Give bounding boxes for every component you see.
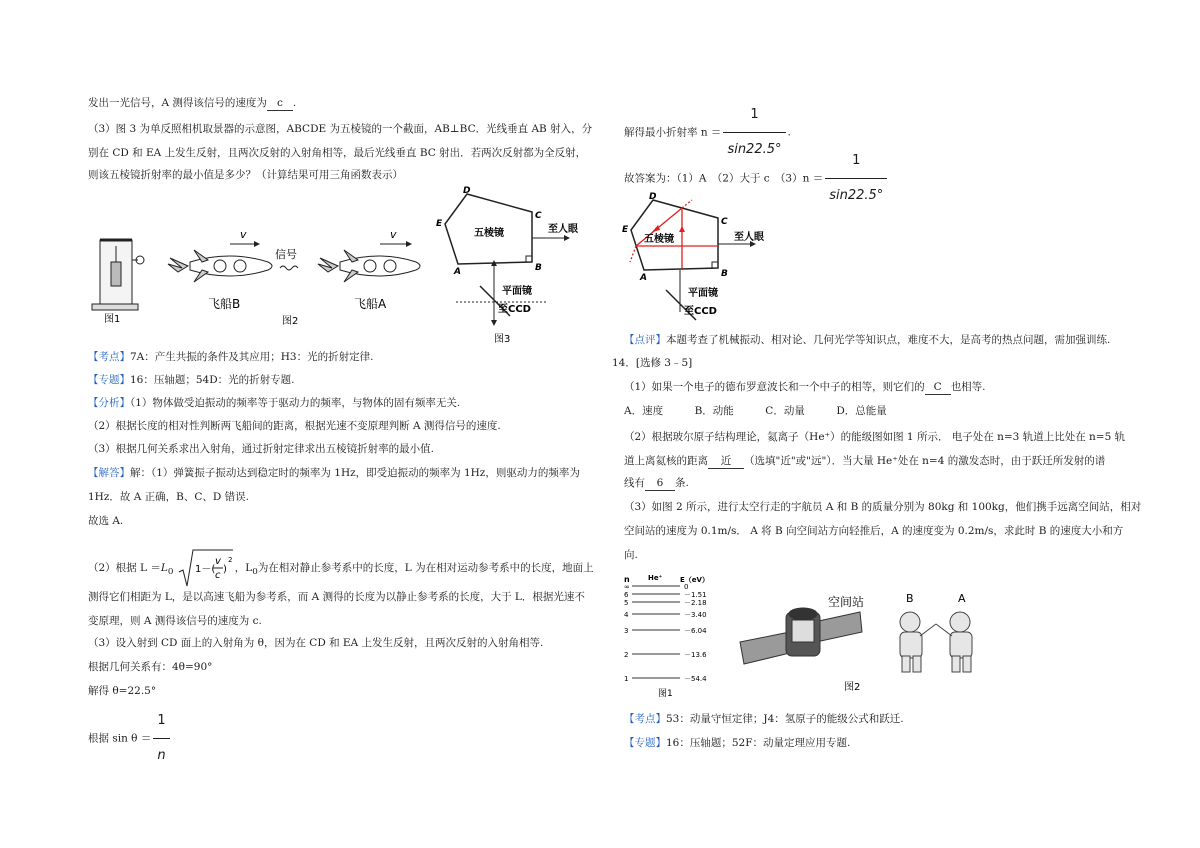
svg-text:A: A	[640, 273, 647, 283]
text-line: 测得它们相距为 L，是以高速飞船为参考系，而 A 测得的长度为以静止参考系的长度，大于 L．根据光速不	[88, 591, 585, 603]
section-tag: 【分析】	[88, 397, 130, 409]
sqrt-formula	[177, 548, 235, 588]
fenxi-line: 【分析】（1）物体做受迫振动的频率等于驱动力的频率，与物体的固有频率无关.	[88, 397, 461, 409]
fig3-caption: 图3	[494, 334, 511, 345]
svg-text:A: A	[454, 267, 461, 277]
fraction: $\frac{1}{n}$	[153, 704, 169, 773]
svg-text:E（eV）: E（eV）	[680, 576, 709, 584]
energy-level-diagram	[622, 572, 722, 700]
answer-blank: C	[925, 380, 951, 395]
fig2-caption: 图2	[282, 316, 299, 327]
fig2-caption: 图2	[844, 682, 861, 693]
text-line: 道上离氦核的距离 近 （选填"近"或"远"）．当大量 He⁺处在 n=4 的激发态时，由于跃迁所发射的谱	[624, 455, 1106, 467]
section-tag: 【解答】	[88, 467, 130, 479]
astronaut-a-label: A	[958, 592, 966, 605]
signal-label: 信号	[275, 248, 297, 261]
station-label: 空间站	[828, 595, 865, 609]
level-energy-label: －13.6	[684, 651, 707, 659]
zhuanti-line: 【专题】16：压轴题；54D：光的折射专题.	[88, 374, 295, 386]
svg-text:2: 2	[227, 556, 233, 564]
rocket-a-icon	[318, 250, 420, 282]
answer-line: 故答案为：（1）A （2）大于 c （3）n ＝ $\frac{1}{\sin 22.5^\circ}$	[624, 144, 889, 213]
jieda-line: 【解答】解：（1）弹簧振子振动达到稳定时的频率为 1Hz，即受迫振动的频率为 1Hz，则驱动力的频率为	[88, 467, 580, 479]
fig1-caption: 图1	[104, 314, 121, 325]
space-station-icon	[740, 608, 862, 664]
answer-blank: 6	[645, 476, 675, 491]
svg-text:D: D	[463, 186, 471, 196]
svg-text:): )	[222, 564, 227, 575]
svg-text:B: B	[535, 263, 542, 273]
formula-line: 根据 sin θ ＝ $\frac{1}{n}$	[88, 704, 172, 773]
text-line: 1Hz．故 A 正确，B、C、D 错误.	[88, 491, 249, 503]
level-n-label: 1	[624, 675, 629, 683]
astronaut-icon	[900, 612, 936, 672]
ship-b-label: 飞船B	[208, 297, 241, 311]
level-energy-label: －3.40	[684, 611, 707, 619]
text-line: （1）如果一个电子的德布罗意波长和一个中子的相等，则它们的 C 也相等.	[624, 381, 986, 393]
astronaut-icon	[936, 612, 972, 672]
space-station-figure	[736, 592, 866, 682]
svg-text:C: C	[721, 217, 728, 227]
to-ccd-label: 至CCD	[684, 306, 717, 317]
text-line: （3）图 3 为单反照相机取景器的示意图，ABCDE 为五棱镜的一个截面，AB⊥BC．光线垂直 AB 射入，分	[88, 123, 593, 135]
to-ccd-label: 至CCD	[498, 304, 531, 315]
text-line: 故选 A.	[88, 515, 124, 527]
formula-line: （2）根据 $L =L_0$ 1－( v c ) 2 ，$L_0$为在相对静止参考系中的长度，L 为在相对运动参考系中的长度，地面上	[88, 548, 594, 588]
prism-label: 五棱镜	[644, 234, 674, 245]
text-line: 变原理，则 A 测得该信号的速度为 c.	[88, 615, 262, 627]
to-eye-label: 至人眼	[548, 224, 578, 235]
text-line: （2）根据玻尔原子结构理论，氦离子（He⁺）的能级图如图 1 所示． 电子处在 n=3 轨道上比处在 n=5 轨	[624, 431, 1126, 443]
section-tag: 【考点】	[624, 713, 666, 725]
dianping-line: 【点评】本题考查了机械振动、相对论、几何光学等知识点，难度不大，是高考的热点问题，需加强训练.	[624, 334, 1111, 346]
options-line: A．速度 B．动能 C．动量 D．总能量	[624, 405, 887, 417]
astronaut-b-label: B	[906, 592, 914, 605]
answer-blank: c	[267, 96, 293, 111]
level-n-label: ∞	[624, 583, 630, 591]
svg-text:He⁺: He⁺	[648, 574, 663, 582]
fraction: $\frac{1}{\sin 22.5^\circ}$	[825, 144, 887, 213]
prism-ray-figure	[622, 192, 772, 322]
text-line: （3）如图 2 所示，进行太空行走的宇航员 A 和 B 的质量分别为 80kg 和 100kg，他们携手远离空间站，相对	[624, 501, 1142, 513]
level-n-label: 6	[624, 591, 629, 599]
svg-text:D: D	[649, 192, 657, 202]
level-n-label: 3	[624, 627, 629, 635]
mirror-label: 平面镜	[688, 288, 718, 299]
fig1-caption: 图1	[658, 689, 673, 699]
level-energy-label: －2.18	[684, 599, 707, 607]
svg-text:E: E	[436, 219, 443, 229]
text-line: 空间站的速度为 0.1m/s． A 将 B 向空间站方向轻推后，A 的速度变为 0.2m/s，求此时 B 的速度大小和方	[624, 525, 1124, 537]
text-line: 发出一光信号，A 测得该信号的速度为 c .	[88, 97, 297, 109]
velocity-label: v	[240, 228, 247, 241]
level-n-label: 5	[624, 599, 629, 607]
text-line: 别在 CD 和 EA 上发生反射，且两次反射的入射角相等，最后光线垂直 BC 射出．若两次反射都为全反射，	[88, 147, 587, 159]
formula-line: 解得最小折射率 n ＝ $\frac{1}{\sin 22.5^\circ}$ .	[624, 98, 791, 167]
kaodian-line: 【考点】53：动量守恒定律；J4：氢原子的能级公式和跃迁.	[624, 713, 904, 725]
section-tag: 【专题】	[624, 737, 666, 749]
rocket-figure	[90, 222, 430, 332]
prism-label: 五棱镜	[474, 228, 504, 239]
text-line: （3）根据几何关系求出入射角，通过折射定律求出五棱镜折射率的最小值.	[88, 443, 435, 455]
text-line: 根据几何关系有：4θ=90°	[88, 661, 213, 673]
text-line: 线有 6 条.	[624, 477, 689, 489]
level-energy-label: －1.51	[684, 591, 707, 599]
text-line: 则该五棱镜折射率的最小值是多少？（计算结果可用三角函数表示）	[88, 169, 403, 181]
prism-figure-3	[436, 182, 586, 344]
level-energy-label: －54.4	[684, 675, 707, 683]
level-energy-label: 0	[684, 583, 689, 591]
level-energy-label: －6.04	[684, 627, 707, 635]
fraction: $\frac{1}{\sin 22.5^\circ}$	[723, 98, 785, 167]
level-n-label: 2	[624, 651, 629, 659]
svg-text:c: c	[214, 570, 221, 581]
rocket-b-icon	[168, 250, 272, 282]
svg-text:1－(: 1－(	[194, 564, 216, 575]
svg-text:E: E	[622, 225, 629, 235]
text-line: 解得 θ=22.5°	[88, 685, 157, 697]
text-line: （3）设入射到 CD 面上的入射角为 θ，因为在 CD 和 EA 上发生反射，且两次反射的入射角相等.	[88, 637, 544, 649]
section-tag: 【考点】	[88, 351, 130, 363]
svg-text:B: B	[721, 269, 728, 279]
svg-text:n: n	[624, 575, 630, 584]
question-number: 14．[选修 3﹣5]	[612, 357, 693, 369]
text-line: （2）根据长度的相对性判断两飞船间的距离，根据光速不变原理判断 A 测得信号的速度.	[88, 420, 501, 432]
svg-text:v: v	[214, 556, 221, 567]
ship-a-label: 飞船A	[354, 297, 387, 311]
level-n-label: 4	[624, 611, 629, 619]
wave-icon	[280, 266, 298, 270]
section-tag: 【点评】	[624, 334, 666, 346]
zhuanti-line: 【专题】16：压轴题；52F：动量定理应用专题.	[624, 737, 851, 749]
spring-oscillator-icon	[92, 240, 144, 310]
to-eye-label: 至人眼	[734, 232, 764, 243]
answer-blank: 近	[708, 454, 744, 469]
section-tag: 【专题】	[88, 374, 130, 386]
velocity-label: v	[390, 228, 397, 241]
kaodian-line: 【考点】7A：产生共振的条件及其应用；H3：光的折射定律.	[88, 351, 374, 363]
mirror-label: 平面镜	[502, 286, 532, 297]
svg-text:C: C	[535, 211, 542, 221]
text-line: 向.	[624, 549, 638, 561]
